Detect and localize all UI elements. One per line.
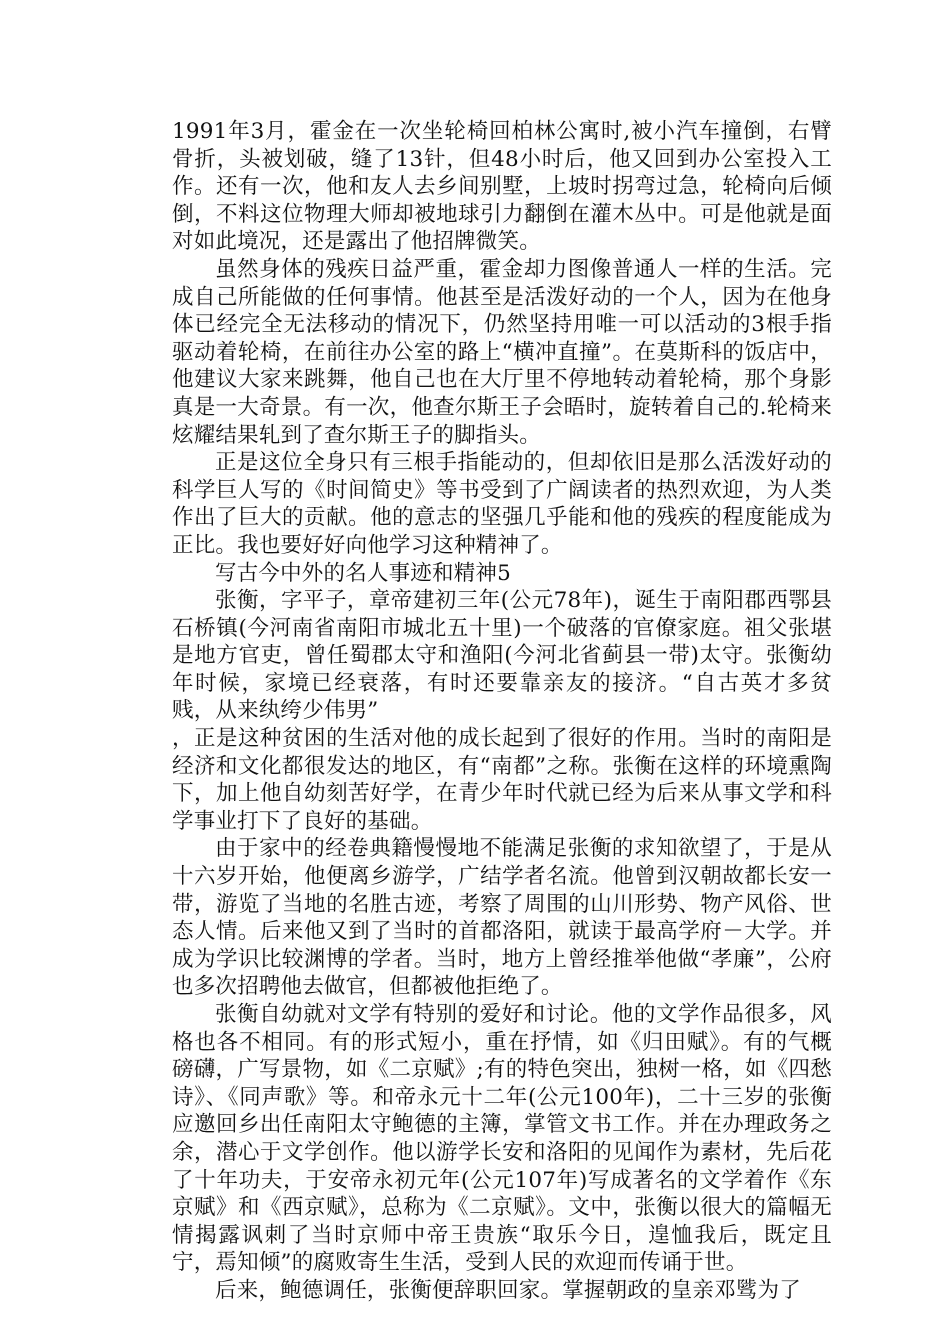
paragraph: 后来，鲍德调任，张衡便辞职回家。掌握朝政的皇亲邓骘为了: [215, 1277, 801, 1303]
article-body: [172, 118, 832, 1305]
paragraph: 正是这位全身只有三根手指能动的，但却依旧是那么活泼好动的科学巨人写的《时间简史》等书受到了广阔读者的热烈欢迎，为人类作出了巨大的贡献。他的意志的坚强几乎能和他的残疾的程度能成为正比。我也要好好向他学习这种精神了。: [172, 450, 832, 558]
paragraph: ，正是这种贫困的生活对他的成长起到了很好的作用。当时的南阳是经济和文化都很发达的地区，有“南都”之称。张衡在这样的环境熏陶下，加上他自幼刻苦好学，在青少年时代就已经为后来从事文学和科学事业打下了良好的基础。: [172, 726, 832, 834]
section-heading: 写古今中外的名人事迹和精神5: [215, 560, 511, 586]
paragraph: 虽然身体的残疾日益严重，霍金却力图像普通人一样的生活。完成自己所能做的任何事情。他甚至是活泼好动的一个人，因为在他身体已经完全无法移动的情况下，仍然坚持用唯一可以活动的3根手指驱动着轮椅，在前往办公室的路上“横冲直撞”。在莫斯科的饭店中，他建议大家来跳舞，他自己也在大厅里不停地转动着轮椅，那个身影真是一大奇景。有一次，他查尔斯王子会晤时，旋转着自己的.轮椅来炫耀结果轧到了查尔斯王子的脚指头。: [172, 256, 832, 448]
paragraph: 1991年3月，霍金在一次坐轮椅回柏林公寓时,被小汽车撞倒，右臂骨折，头被划破，缝了13针，但48小时后，他又回到办公室投入工作。还有一次，他和友人去乡间别墅，上坡时拐弯过急，轮椅向后倾倒，不料这位物理大师却被地球引力翻倒在灌木丛中。可是他就是面对如此境况，还是露出了他招牌微笑。: [172, 119, 832, 255]
paragraph: 张衡自幼就对文学有特别的爱好和讨论。他的文学作品很多，风格也各不相同。有的形式短小，重在抒情，如《归田赋》。有的气概磅礴，广写景物，如《二京赋》;有的特色突出，独树一格，如《四愁诗》、《同声歌》等。和帝永元十二年(公元100年)，二十三岁的张衡应邀回乡出任南阳太守鲍德的主簿，掌管文书工作。并在办理政务之余，潜心于文学创作。他以游学长安和洛阳的见闻作为素材，先后花了十年功夫，于安帝永初元年(公元107年)写成著名的文学着作《东京赋》和《西京赋》，总称为《二京赋》。文中，张衡以很大的篇幅无情揭露讽刺了当时京师中帝王贵族“取乐今日，遑恤我后，既定且宁，焉知倾”的腐败寄生生活，受到人民的欢迎而传诵于世。: [172, 1002, 832, 1276]
paragraph: 由于家中的经卷典籍慢慢地不能满足张衡的求知欲望了，于是从十六岁开始，他便离乡游学，广结学者名流。他曾到汉朝故都长安一带，游览了当地的名胜古迹，考察了周围的山川形势、物产风俗、世态人情。后来他又到了当时的首都洛阳，就读于最高学府－大学。并成为学识比较渊博的学者。当时，地方上曾经推举他做“孝廉”，公府也多次招聘他去做官，但都被他拒绝了。: [172, 836, 832, 1000]
paragraph: 张衡，字平子，章帝建初三年(公元78年)，诞生于南阳郡西鄂县石桥镇(今河南省南阳市城北五十里)一个破落的官僚家庭。祖父张堪是地方官吏，曾任蜀郡太守和渔阳(今河北省蓟县一带)太守。张衡幼年时候，家境已经衰落，有时还要靠亲友的接济。“自古英才多贫贱，从来纨绔少伟男”: [172, 588, 832, 724]
